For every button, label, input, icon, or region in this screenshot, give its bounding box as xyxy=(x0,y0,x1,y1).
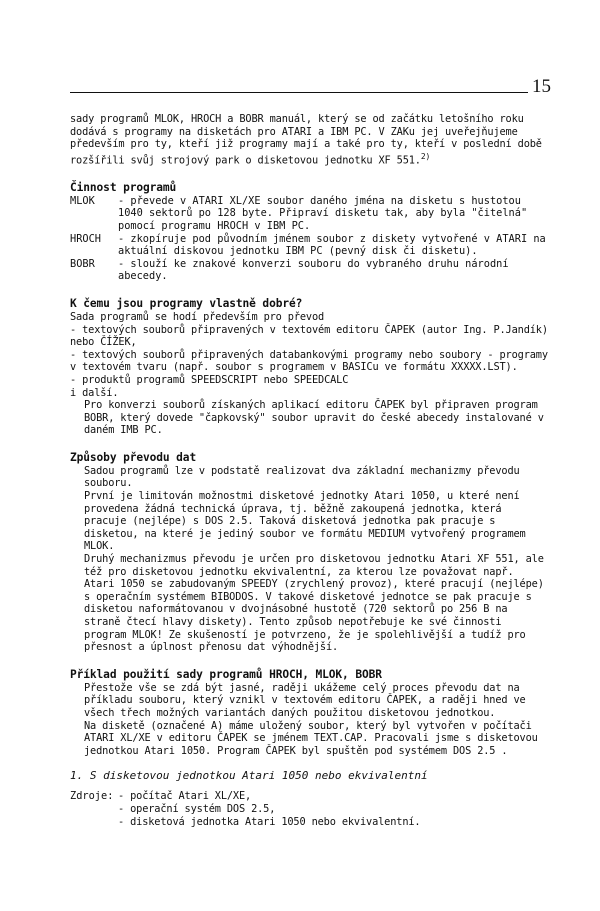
sources-list xyxy=(118,790,548,828)
program-term: HROCH xyxy=(70,232,101,245)
header-rule xyxy=(70,92,528,93)
section-heading-cinnost: Činnost programů xyxy=(70,180,177,194)
paragraph: Druhý mechanizmus převodu je určen pro disketovou jednotku Atari XF 551, ale též pro disketovou jednotku ekvivalentní, za kterou lze považovat např. Atari 1050 se zabudovaným SPEEDY (zrychlený provoz), které pracují (nejlépe) s operačním systémem BIBODOS. V takové disketové jednotce se pak pracuje s disketou naformátovanou v dvojnásobné hustotě (720 sektorů po 256 B na straně čtecí hlavy diskety). Tento způsob nepotřebuje ke své činnosti program MLOK! Ze skušeností je potvrzeno, že je spolehlivější a tudíž pro přesnost a úplnost přenosu dat výhodnější. xyxy=(84,553,550,654)
paragraph: Na disketě (označené A) máme uložený soubor, který byl vytvořen v počítači ATARI XL/XE v editoru ČAPEK se jménem TEXT.CAP. Pracovali jsme s disketovou jednotkou Atari 1050. Program ČAPEK byl spuštěn pod systémem DOS 2.5 . xyxy=(84,719,544,757)
page-number: 15 xyxy=(532,76,551,97)
intro-text: sady programů MLOK, HROCH a BOBR manuál, který se od začátku letošního roku dodává s programy na disketách pro ATARI a IBM PC. V ZAKu jej uveřejňujeme především pro ty, kteří již programy mají a také pro ty, kteří v poslední době rozšířili svůj strojový park o disketovou jednotku XF 551. xyxy=(70,113,548,167)
paragraph: Pro konverzi souborů získaných aplikací editoru ČAPEK byl připraven program BOBR, který dovede "čapkovský" soubor upravit do české abecedy instalované v daném IMB PC. xyxy=(84,399,550,437)
paragraph: Přestože vše se zdá být jasné, raději ukážeme celý proces převodu dat na příkladu souboru, který vznikl v textovém editoru ČAPEK, a raději hned ve všech třech možných variantách daných použitou disketovou jednotkou. xyxy=(84,681,532,719)
sources-label: Zdroje: xyxy=(70,790,114,803)
list-line: Sada programů se hodí především pro převod xyxy=(70,310,325,323)
program-def: - slouží ke znakové konverzi souboru do vybraného druhu národní abecedy. xyxy=(118,257,509,283)
paragraph: První je limitován možnostmi disketové jednotky Atari 1050, u které není provedena žádná technická úprava, tj. běžně zakoupená jednotka, která pracuje (nejlépe) s DOS 2.5. Taková disketová jednotka pak pracuje s disketou, na které je jediný soubor ve formátu MEDIUM vytvořený programem MLOK. xyxy=(84,490,532,553)
list-line: - textových souborů připravených databankovými programy nebo soubory - programy v textovém tvaru (např. soubor s programem v BASICu ve formátu XXXXX.LST). xyxy=(70,348,554,374)
section-heading-zpusoby: Způsoby převodu dat xyxy=(70,450,197,464)
source-item: - disketová jednotka Atari 1050 nebo ekvivalentní. xyxy=(118,815,421,828)
subsection-heading: 1. S disketovou jednotkou Atari 1050 nebo ekvivalentní xyxy=(70,769,428,783)
program-def: - převede v ATARI XL/XE soubor daného jména na disketu s hustotou 1040 sektorů po 128 byte. Připraví disketu tak, aby byla "čitelná" pomocí programu HROCH v IBM PC. xyxy=(118,194,528,232)
intro-paragraph xyxy=(70,113,548,167)
paragraph: Sadou programů lze v podstatě realizovat dva základní mechanizmy převodu souboru. xyxy=(84,464,526,490)
program-def: - zkopíruje pod původním jménem soubor z diskety vytvořené v ATARI na aktuální diskovou jednotku IBM PC (pevný disk či disketu). xyxy=(118,232,546,258)
section-heading-priklad: Příklad použití sady programů HROCH, MLOK, BOBR xyxy=(70,667,382,681)
source-item: - počítač Atari XL/XE, xyxy=(118,790,252,803)
program-term: BOBR xyxy=(70,257,95,270)
list-line: - textových souborů připravených v textovém editoru ČAPEK (autor Ing. P.Jandík) nebo ČÍŽEK, xyxy=(70,323,554,349)
program-term: MLOK xyxy=(70,194,95,207)
source-item: - operační systém DOS 2.5, xyxy=(118,802,276,815)
program-list xyxy=(70,195,548,283)
list-line: - produktů programů SPEEDSCRIPT nebo SPEEDCALC xyxy=(70,373,349,386)
section-heading-k-cemu: K čemu jsou programy vlastně dobré? xyxy=(70,296,303,310)
page-content xyxy=(70,113,554,828)
intro-footnote: 2) xyxy=(420,151,431,161)
sources-block xyxy=(70,790,548,828)
list-line: i další. xyxy=(70,386,119,399)
